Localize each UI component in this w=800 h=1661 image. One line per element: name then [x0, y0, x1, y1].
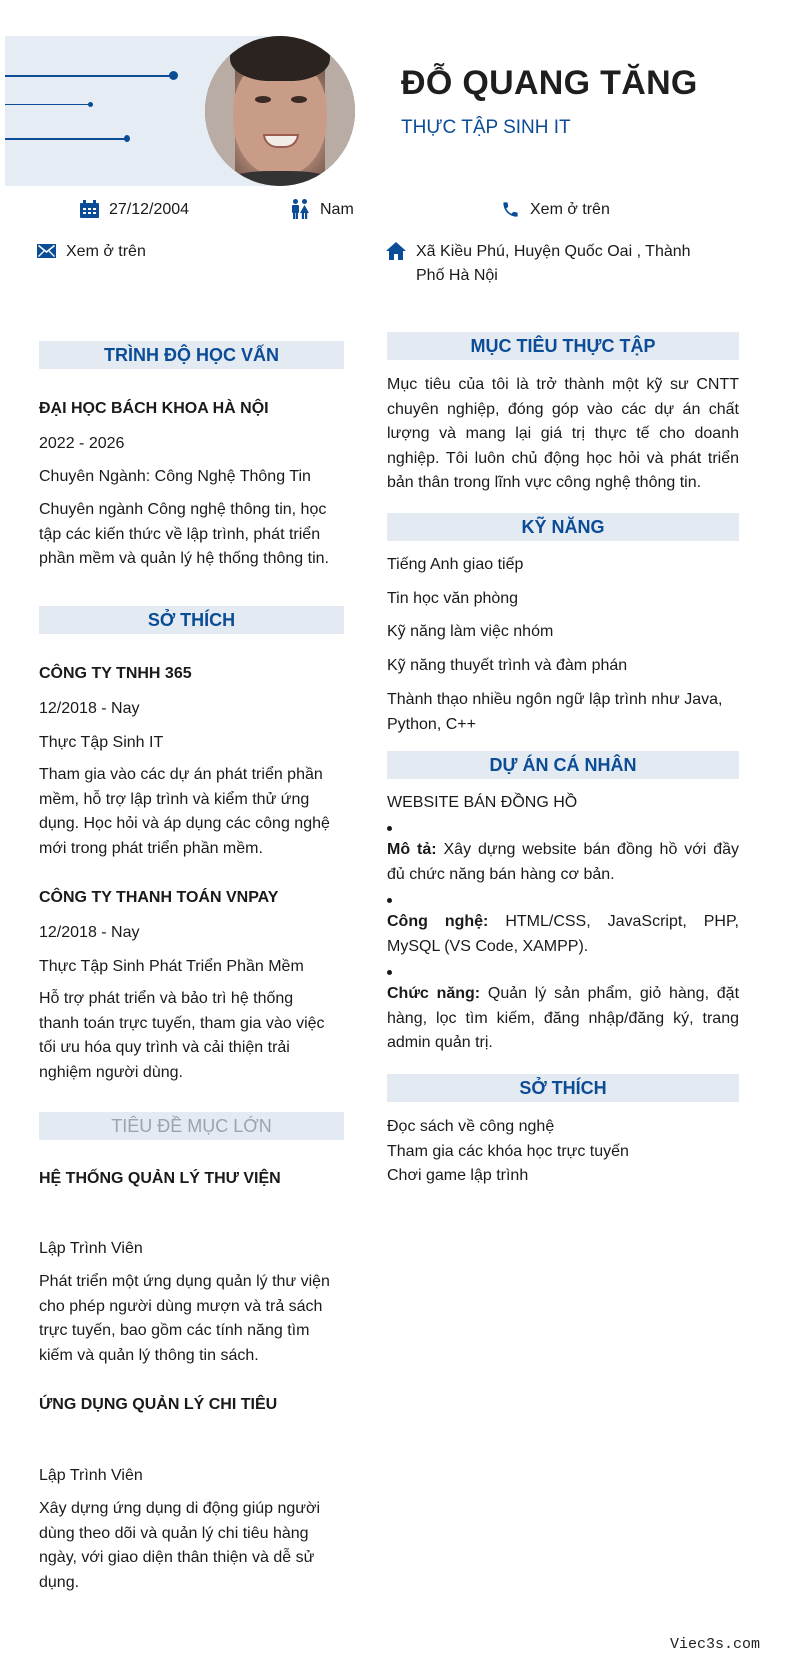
- contact-gender: [290, 198, 354, 222]
- project-role: Lập Trình Viên: [39, 1467, 143, 1484]
- hobby-item: Tham gia các khóa học trực tuyến: [387, 1142, 629, 1160]
- address-line-1: Xã Kiều Phú, Huyện Quốc Oai , Thành: [416, 243, 691, 260]
- decor-line-3: [5, 138, 129, 140]
- hobby-item: Đọc sách về công nghệ: [387, 1118, 555, 1135]
- hobby-item: Chơi game lập trình: [387, 1167, 529, 1184]
- experience-period: 12/2018 - Nay: [39, 924, 140, 941]
- avatar-hair: [230, 36, 330, 81]
- education-major: Chuyên Ngành: Công Nghệ Thông Tin: [39, 468, 311, 485]
- section-title-experience: SỞ THÍCH: [39, 606, 344, 634]
- experience-period: 12/2018 - Nay: [39, 700, 140, 717]
- candidate-name: ĐỖ QUANG TĂNG: [401, 64, 698, 102]
- section-title-education: TRÌNH ĐỘ HỌC VẤN: [39, 341, 344, 369]
- home-icon: [386, 241, 406, 261]
- birthday-value: 27/12/2004: [109, 201, 190, 218]
- experience-company: CÔNG TY TNHH 365: [39, 665, 192, 682]
- section-title-projects: TIÊU ĐỀ MỤC LỚN: [39, 1112, 344, 1140]
- hobby-list: [387, 1115, 629, 1189]
- education-period: 2022 - 2026: [39, 435, 125, 452]
- skill-item: Kỹ năng làm việc nhóm: [387, 623, 554, 640]
- bullet: [387, 898, 392, 903]
- skill-item: Thành thạo nhiều ngôn ngữ lập trình như Java, Python, C++: [387, 691, 723, 733]
- contact-address: [386, 240, 691, 288]
- skill-item: Tiếng Anh giao tiếp: [387, 556, 524, 573]
- decor-dot-2: [88, 102, 93, 107]
- section-title-skills: KỸ NĂNG: [387, 513, 739, 541]
- gender-value: Nam: [320, 201, 354, 218]
- section-title-hobbies: SỞ THÍCH: [387, 1074, 739, 1102]
- decor-line-2: [5, 104, 93, 105]
- project-name: ỨNG DỤNG QUẢN LÝ CHI TIÊU: [39, 1396, 278, 1413]
- address-line-2: Phố Hà Nội: [416, 267, 498, 284]
- skill-item: Kỹ năng thuyết trình và đàm phán: [387, 657, 628, 674]
- envelope-icon: [36, 241, 56, 261]
- contact-email: [36, 240, 146, 264]
- project-description: Phát triển một ứng dụng quản lý thư viện cho phép người dùng mượn và trả sách trực tuyến, bao gồm các tính năng tìm kiếm và quản lý thông tin sách.: [39, 1273, 330, 1364]
- decor-dot-3: [124, 135, 130, 142]
- project-name: HỆ THỐNG QUẢN LÝ THƯ VIỆN: [39, 1170, 281, 1187]
- experience-role: Thực Tập Sinh Phát Triển Phần Mềm: [39, 958, 304, 975]
- education-school: ĐẠI HỌC BÁCH KHOA HÀ NỘI: [39, 400, 269, 417]
- section-title-objective: MỤC TIÊU THỰC TẬP: [387, 332, 739, 360]
- bullet: [387, 970, 392, 975]
- gender-icon: [290, 199, 310, 219]
- phone-value: Xem ở trên: [530, 201, 610, 218]
- objective-text: Mục tiêu của tôi là trở thành một kỹ sư CNTT chuyên nghiệp, đóng góp vào các dự án chất lượng và mang lại giá trị thực tế cho doanh nghiệp. Tôi luôn chủ động học hỏi và phát triển bản thân trong lĩnh vực công nghệ thông tin.: [387, 376, 739, 491]
- watermark: Viec3s.com: [670, 1636, 761, 1653]
- experience-company: CÔNG TY THANH TOÁN VNPAY: [39, 889, 279, 906]
- contact-birthday: [79, 198, 189, 222]
- decor-line-1: [5, 75, 175, 77]
- avatar: [205, 36, 355, 186]
- phone-icon: [500, 199, 520, 219]
- project-detail-features: Chức năng: Quản lý sản phẩm, giỏ hàng, đặt hàng, lọc tìm kiếm, đăng nhập/đăng ký, trang admin quản trị.: [387, 985, 740, 1051]
- experience-description: Tham gia vào các dự án phát triển phần mềm, hỗ trợ lập trình và kiểm thử ứng dụng. Học hỏi và áp dụng các công nghệ mới trong phát triển phần mềm.: [39, 766, 330, 857]
- project-role: Lập Trình Viên: [39, 1240, 143, 1257]
- project-description: Xây dựng ứng dụng di động giúp người dùng theo dõi và quản lý chi tiêu hàng ngày, với giao diện thân thiện và dễ sử dụng.: [39, 1500, 321, 1591]
- skill-item: Tin học văn phòng: [387, 590, 519, 607]
- section-title-personal-projects: DỰ ÁN CÁ NHÂN: [387, 751, 739, 779]
- project-detail-description: Mô tả: Xây dựng website bán đồng hồ với đầy đủ chức năng bán hàng cơ bản.: [387, 841, 740, 883]
- calendar-icon: [79, 199, 99, 219]
- contact-phone: [500, 198, 610, 222]
- personal-project-name: WEBSITE BÁN ĐỒNG HỒ: [387, 794, 578, 811]
- email-value: Xem ở trên: [66, 243, 146, 260]
- bullet: [387, 826, 392, 831]
- job-title: THỰC TẬP SINH IT: [401, 117, 571, 138]
- experience-role: Thực Tập Sinh IT: [39, 734, 164, 751]
- project-detail-technology: Công nghệ: HTML/CSS, JavaScript, PHP, MySQL (VS Code, XAMPP).: [387, 913, 739, 955]
- address-value: [416, 240, 691, 288]
- education-description: Chuyên ngành Công nghệ thông tin, học tập các kiến thức về lập trình, phát triển phần mềm và quản lý hệ thống thông tin.: [39, 501, 329, 567]
- decor-dot-1: [169, 71, 178, 80]
- avatar-eye: [255, 96, 271, 103]
- avatar-shirt: [225, 171, 335, 186]
- avatar-eye: [291, 96, 307, 103]
- experience-description: Hỗ trợ phát triển và bảo trì hệ thống thanh toán trực tuyến, tham gia vào việc tối ưu hóa quy trình và cải thiện trải nghiệm người dùng.: [39, 990, 325, 1081]
